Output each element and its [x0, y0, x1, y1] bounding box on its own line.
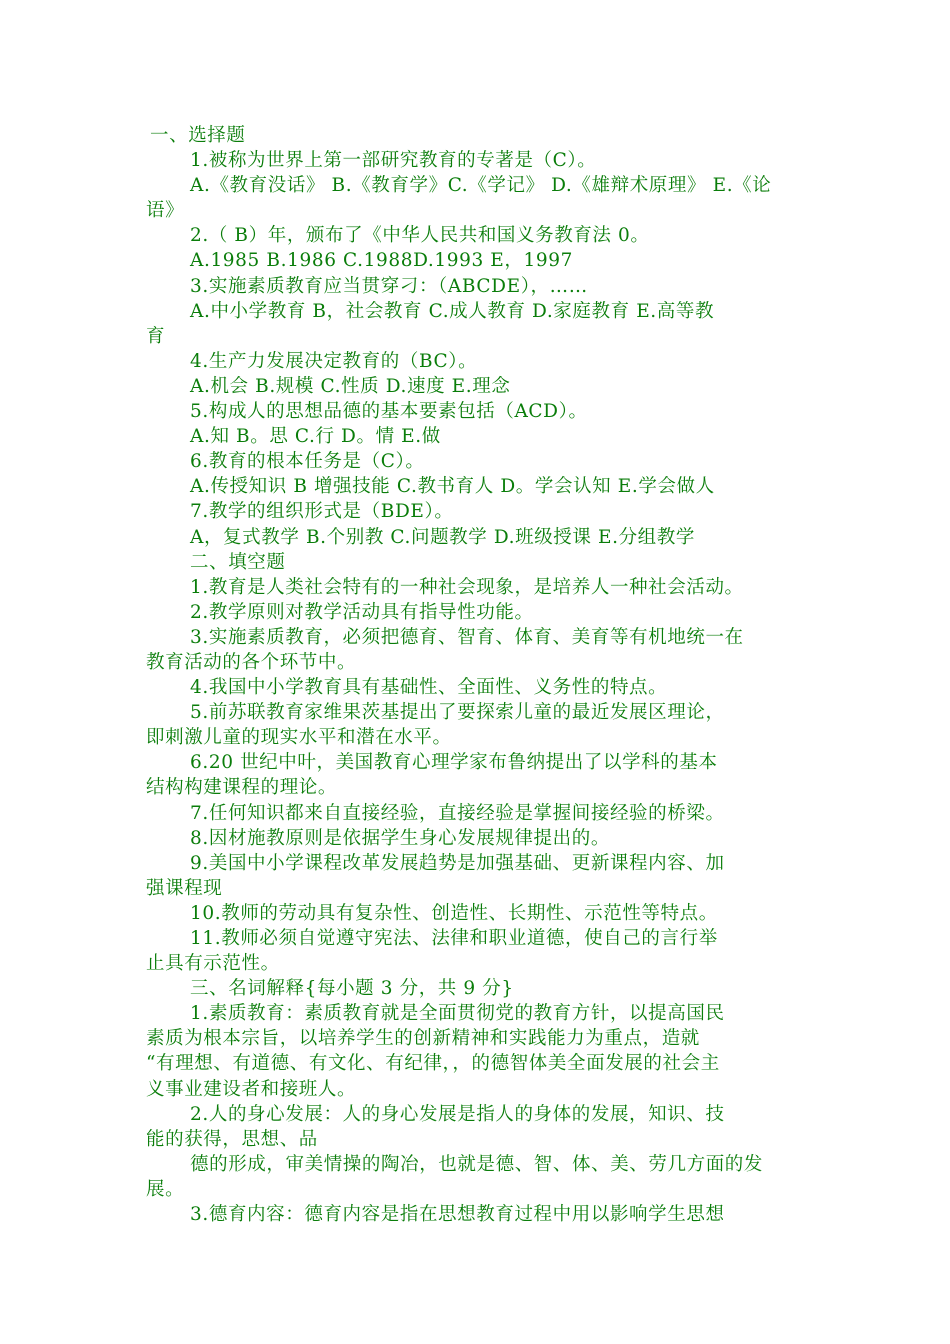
text-line: 即刺激儿童的现实水平和潜在水平。	[146, 727, 452, 749]
document-body	[146, 123, 816, 1227]
text-line: 育	[146, 325, 166, 347]
text-line: 6.教育的根本任务是（C）。	[190, 451, 425, 473]
text-line: A.《教育没话》 B.《教育学》C.《学记》 D.《雄辩术原理》 E.《论	[190, 175, 772, 197]
text-line: 4.生产力发展决定教育的（BC）。	[190, 350, 478, 372]
text-line: 7.任何知识都来自直接经验，直接经验是掌握间接经验的桥梁。	[190, 802, 725, 824]
text-line: “有理想、有道德、有文化、有纪律，，的德智体美全面发展的社会主	[146, 1053, 720, 1075]
text-line: 11.教师必须自觉遵守宪法、法律和职业道德，使自己的言行举	[190, 928, 718, 949]
text-line: 3.实施素质教育，必须把德育、智育、体育、美育等有机地统一在	[190, 626, 744, 648]
text-line: 止具有示范性。	[146, 953, 280, 975]
text-line: A.传授知识 B 增强技能 C.教书育人 D。学会认知 E.学会做人	[190, 476, 715, 498]
text-line: 2.人的身心发展：人的身心发展是指人的身体的发展，知识、技	[190, 1103, 725, 1125]
text-line: 8.因材施教原则是依据学生身心发展规律提出的。	[190, 827, 610, 849]
text-line: 能的获得，思想、品	[146, 1128, 318, 1150]
text-line: 素质为根本宗旨，以培养学生的创新精神和实践能力为重点，造就	[146, 1028, 700, 1050]
text-line: 5.前苏联教育家维果茨基提出了要探索儿童的最近发展区理论，	[190, 702, 725, 724]
text-line: 9.美国中小学课程改革发展趋势是加强基础、更新课程内容、加	[190, 852, 725, 874]
text-line: 1.教育是人类社会特有的一种社会现象，是培养人一种社会活动。	[190, 576, 744, 598]
text-line: 德的形成，审美情操的陶冶，也就是德、智、体、美、劳几方面的发	[190, 1153, 764, 1175]
text-line: 三、名词解释{每小题 3 分，共 9 分}	[190, 978, 514, 1000]
text-line: 义事业建设者和接班人。	[146, 1078, 357, 1100]
text-line: 结构构建课程的理论。	[146, 777, 338, 799]
text-line: 4.我国中小学教育具有基础性、全面性、义务性的特点。	[190, 677, 668, 699]
text-line: A，复式教学 B.个别教 C.问题教学 D.班级授课 E.分组教学	[190, 526, 695, 548]
text-line: A.知 B。思 C.行 D。情 E.做	[190, 426, 441, 448]
text-line: A.机会 B.规模 C.性质 D.速度 E.理念	[190, 375, 511, 397]
text-line: 6.20 世纪中叶，美国教育心理学家布鲁纳提出了以学科的基本	[190, 752, 718, 774]
text-line: 5.构成人的思想品德的基本要素包括（ACD）。	[190, 401, 588, 423]
text-line: 教育活动的各个环节中。	[146, 651, 357, 673]
text-line: 强课程现	[146, 877, 223, 899]
text-line: 3.实施素质教育应当贯穿刁：（ABCDE），……	[190, 275, 588, 297]
text-line: 7.教学的组织形式是（BDE）。	[190, 501, 454, 523]
text-line: 语》	[146, 200, 185, 222]
text-line: 3.德育内容：德育内容是指在思想教育过程中用以影响学生思想	[190, 1204, 725, 1226]
text-line: 1.素质教育：素质教育就是全面贯彻党的教育方针，以提高国民	[190, 1003, 725, 1025]
text-line: A.1985 B.1986 C.1988D.1993 E，1997	[190, 250, 573, 272]
text-line: 二、填空题	[190, 551, 286, 573]
text-line: 10.教师的劳动具有复杂性、创造性、长期性、示范性等特点。	[190, 902, 718, 924]
text-line: 1.被称为世界上第一部研究教育的专著是（C）。	[190, 150, 597, 172]
text-line: 2.（ B）年，颁布了《中华人民共和国义务教育法 0。	[190, 225, 650, 247]
text-line: A.中小学教育 B，社会教育 C.成人教育 D.家庭教育 E.高等教	[190, 300, 715, 322]
text-line: 一、选择题	[150, 125, 246, 146]
text-line: 展。	[146, 1178, 185, 1200]
text-line: 2.教学原则对教学活动具有指导性功能。	[190, 601, 534, 623]
